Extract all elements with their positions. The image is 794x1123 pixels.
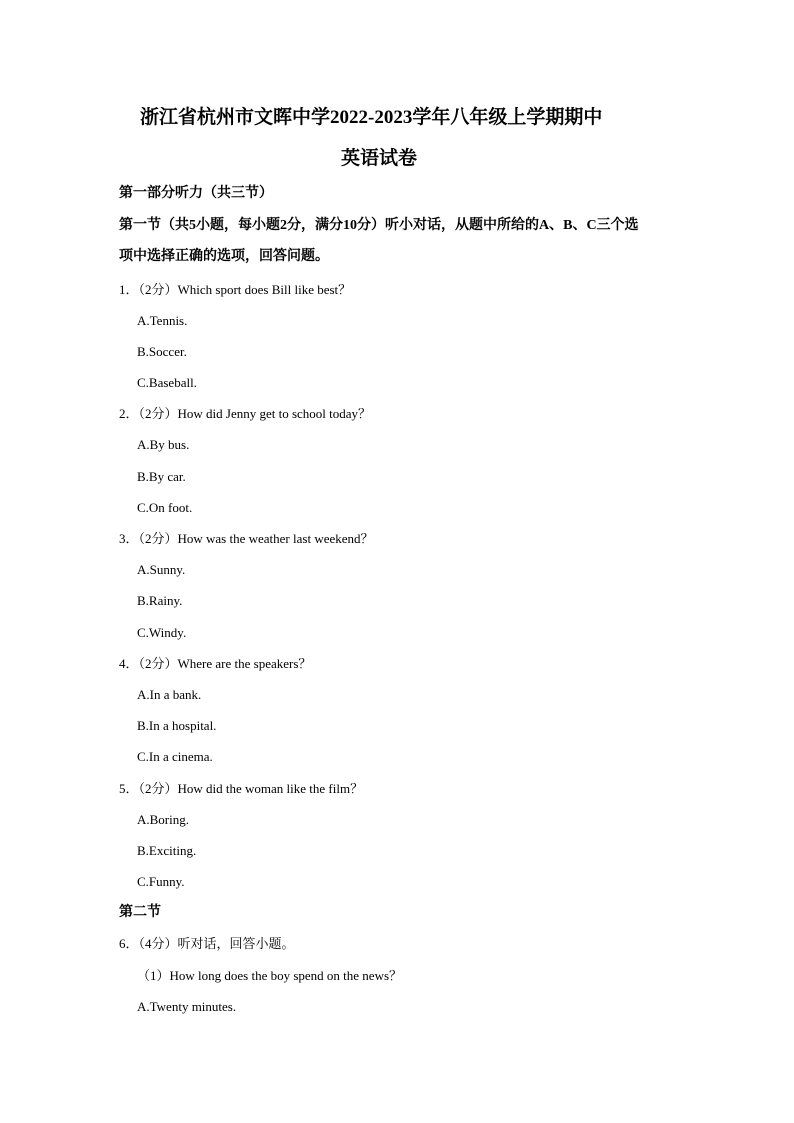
question-5-option-a: A.Boring. (137, 812, 189, 827)
question-4-option-b: B.In a hospital. (137, 718, 217, 733)
question-1-stem: 1．（2分）Which sport does Bill like best？ (119, 282, 352, 297)
part1-heading: 第一部分听力（共三节） (119, 186, 273, 201)
question-3-stem: 3．（2分）How was the weather last weekend？ (119, 531, 374, 546)
question-1-option-c: C.Baseball. (137, 375, 197, 390)
section1-instructions-line2: 项中选择正确的选项，回答问题。 (119, 249, 329, 264)
question-4-option-c: C.In a cinema. (137, 749, 213, 764)
question-4-option-a: A.In a bank. (137, 687, 202, 702)
question-1-option-b: B.Soccer. (137, 344, 187, 359)
section2-heading: 第二节 (119, 905, 161, 920)
question-6-stem: 6．（4分）听对话，回答小题。 (119, 936, 295, 951)
section1-instructions-line1: 第一节（共5小题，每小题2分，满分10分）听小对话，从题中所给的A、B、C三个选 (119, 218, 639, 233)
question-3-option-b: B.Rainy. (137, 593, 183, 608)
question-5-stem: 5．（2分）How did the woman like the film？ (119, 781, 364, 796)
question-3-option-a: A.Sunny. (137, 562, 186, 577)
question-5-option-c: C.Funny. (137, 874, 185, 889)
question-4-stem: 4．（2分）Where are the speakers？ (119, 656, 312, 671)
document-subtitle: 英语试卷 (341, 148, 418, 169)
question-2-option-c: C.On foot. (137, 500, 193, 515)
question-2-option-a: A.By bus. (137, 437, 190, 452)
question-1-option-a: A.Tennis. (137, 313, 188, 328)
question-6-sub1-stem: （1）How long does the boy spend on the news？ (137, 968, 403, 983)
question-5-option-b: B.Exciting. (137, 843, 197, 858)
question-2-option-b: B.By car. (137, 469, 186, 484)
question-3-option-c: C.Windy. (137, 625, 187, 640)
question-2-stem: 2．（2分）How did Jenny get to school today？ (119, 406, 372, 421)
document-title: 浙江省杭州市文晖中学2022-2023学年八年级上学期期中 (140, 107, 603, 128)
question-6-sub1-option-a: A.Twenty minutes. (137, 999, 237, 1014)
